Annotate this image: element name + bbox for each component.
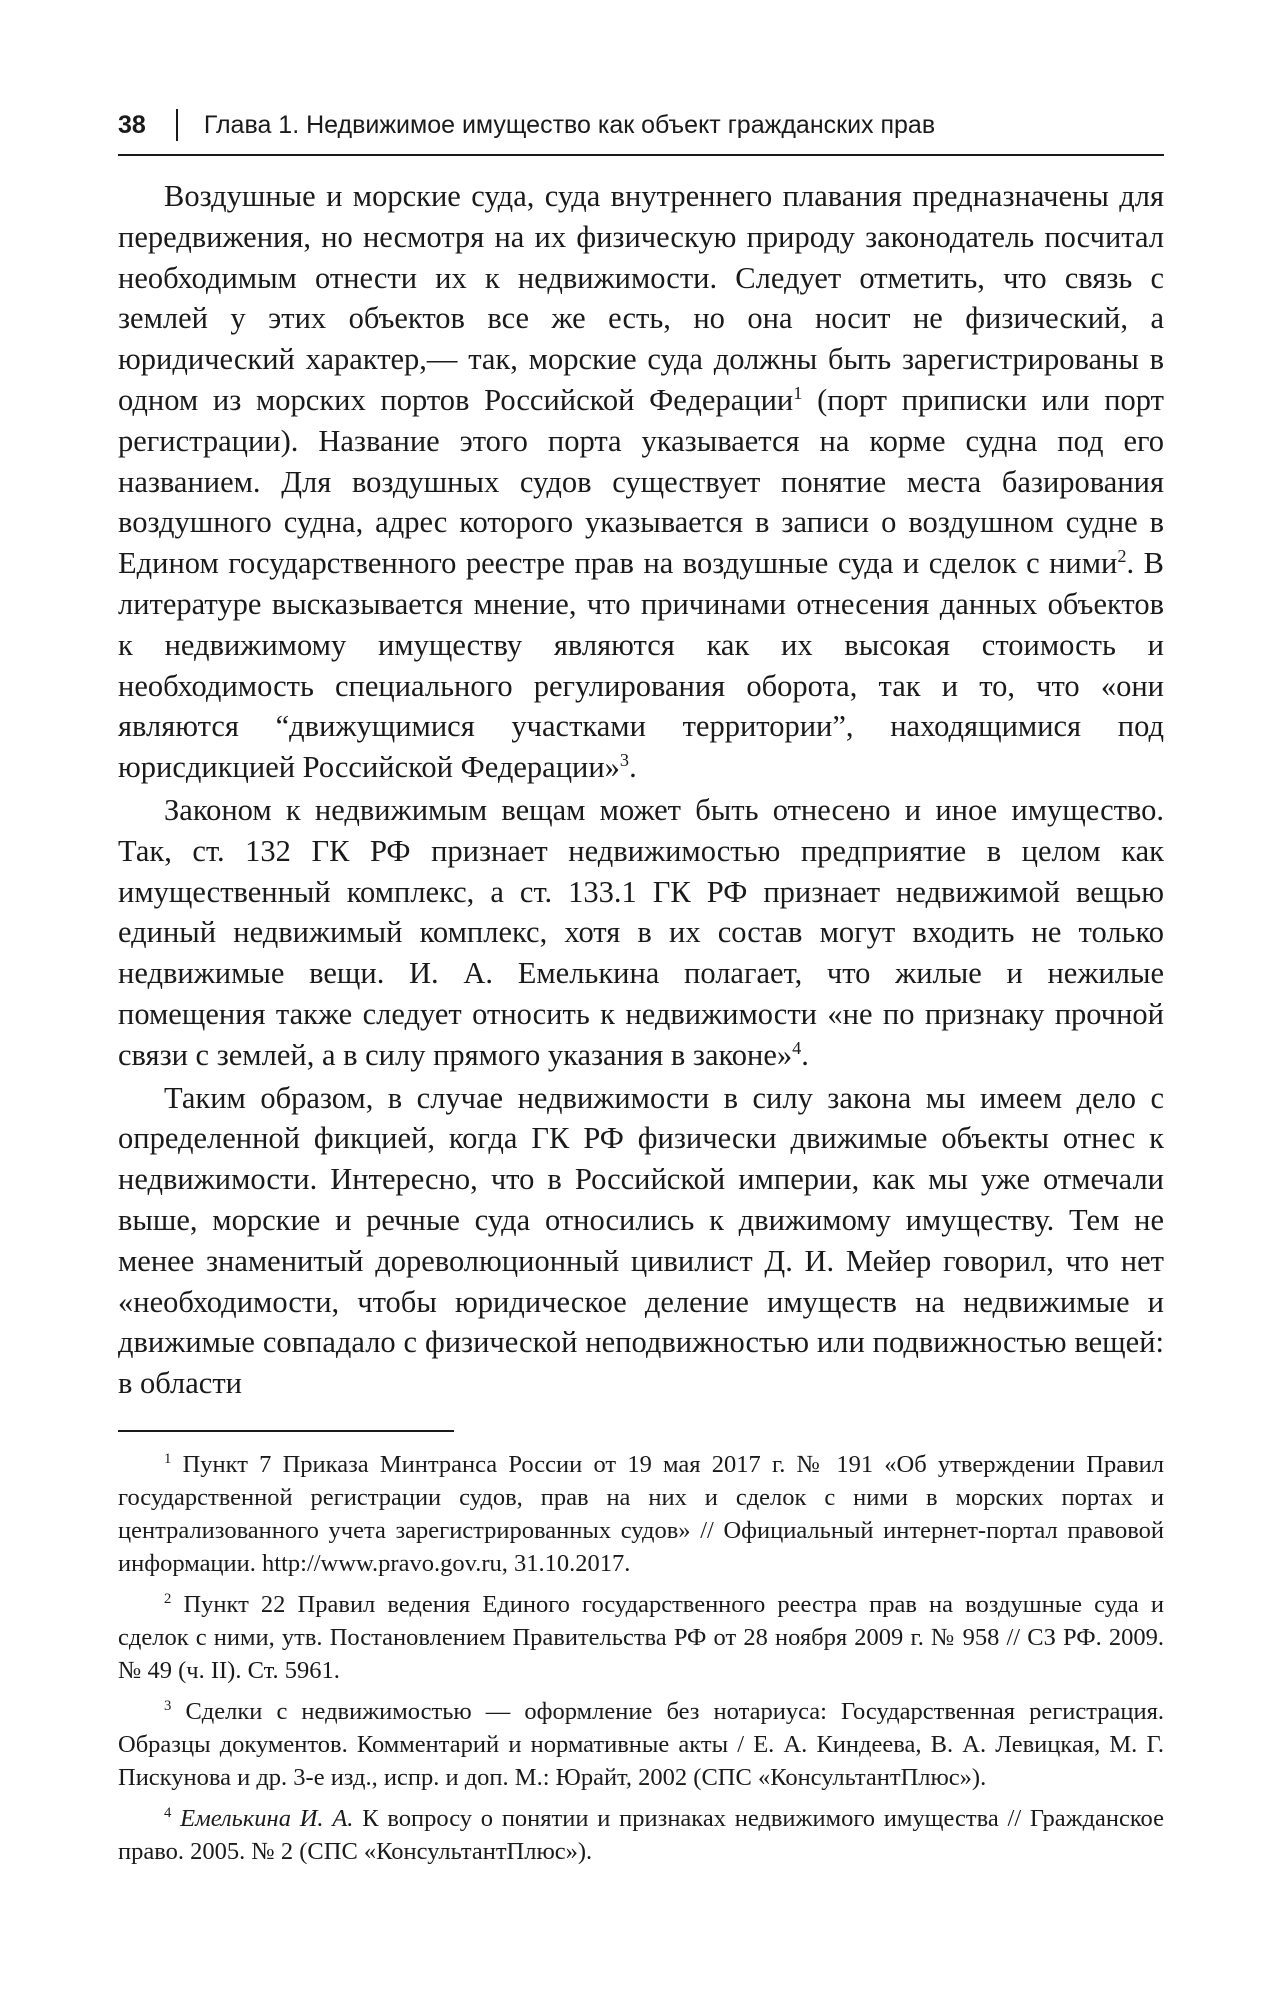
footnote-1-number: 1	[164, 1450, 172, 1467]
footnotes	[118, 1448, 1164, 1868]
footnote-4-text: К вопросу о понятии и признаках недвижимого имущества // Гражданское право. 2005. № 2 (СПС «КонсультантПлюс»).	[118, 1804, 1164, 1865]
footnote-3-text: Сделки с недвижимостью — оформление без нотариуса: Государственная регистрация. Образцы документов. Комментарий и нормативные акты / Е. А. Киндеева, В. А. Левицкая, М. Г. Пискунова и др. 3-е изд., испр. и доп. М.: Юрайт, 2002 (СПС «КонсультантПлюс»).	[118, 1697, 1164, 1791]
main-text	[118, 176, 1164, 1404]
paragraph-1-text-a: Воздушные и морские суда, суда внутреннего плавания предназначены для передвижения, но несмотря на их физическую природу законодатель посчитал необходимым отнести их к недвижимости. Следует отметить, что связь с землей у этих объектов все же есть, но она носит не физический, а юридический характер,— так, морские суда должны быть зарегистрированы в одном из морских портов Российской Федерации	[118, 179, 1164, 417]
paragraph-1-text-b: (порт приписки или порт регистрации). Название этого порта указывается на корме судна под его названием. Для воздушных судов существует понятие места базирования воздушного судна, адрес которого указывается в записи о воздушном судне в Едином государственного реестре прав на воздушные суда и сделок с ними	[118, 382, 1164, 581]
paragraph-2-text-b: .	[801, 1037, 809, 1072]
footnote-2-number: 2	[164, 1590, 172, 1607]
paragraph-3: Таким образом, в случае недвижимости в силу закона мы имеем дело с определенной фикцией, когда ГК РФ физически движимые объекты отнес к недвижимости. Интересно, что в Российской империи, как мы уже отмечали выше, морские и речные суда относились к движимому имуществу. Тем не менее знаменитый дореволюционный цивилист Д. И. Мейер говорил, что нет «необходимости, чтобы юридическое деление имуществ на недвижимые и движимые совпадало с физической неподвижностью или подвижностью вещей: в области	[118, 1080, 1164, 1401]
footnote-ref-2: 2	[1117, 546, 1127, 567]
header-separator	[176, 109, 178, 141]
footnote-ref-4: 4	[792, 1037, 802, 1058]
footnote-4	[118, 1802, 1164, 1868]
paragraph-2	[118, 790, 1164, 1076]
footnote-2	[118, 1588, 1164, 1687]
running-head	[118, 108, 1164, 142]
footnote-2-text: Пункт 22 Правил ведения Единого государственного реестра прав на воздушные суда и сделок с ними, утв. Постановлением Правительства РФ от 28 ноября 2009 г. № 958 // СЗ РФ. 2009. № 49 (ч. II). Ст. 5961.	[118, 1590, 1164, 1684]
paragraph-1	[118, 176, 1164, 788]
footnote-3-number: 3	[164, 1697, 172, 1714]
footnote-ref-1: 1	[793, 382, 803, 403]
header-rule	[118, 154, 1164, 156]
book-page	[118, 108, 1164, 1876]
footnote-3	[118, 1695, 1164, 1794]
footnote-1-text: Пункт 7 Приказа Минтранса России от 19 мая 2017 г. № 191 «Об утверждении Правил государственной регистрации судов, прав на них и сделок с ними в морских портах и централизованного учета зарегистрированных судов» // Официальный интернет-портал правовой информации. http://www.pravo.gov.ru, 31.10.2017.	[118, 1450, 1164, 1577]
footnote-1	[118, 1448, 1164, 1580]
chapter-title: Глава 1. Недвижимое имущество как объект гражданских прав	[203, 111, 936, 139]
page-number: 38	[118, 111, 146, 139]
footnote-rule	[118, 1430, 454, 1432]
paragraph-2-text-a: Законом к недвижимым вещам может быть отнесено и иное имущество. Так, ст. 132 ГК РФ признает недвижимостью предприятие в целом как имущественный комплекс, а ст. 133.1 ГК РФ признает недвижимой вещью единый недвижимый комплекс, хотя в их состав могут входить не только недвижимые вещи. И. А. Емелькина полагает, что жилые и нежилые помещения также следует относить к недвижимости «не по признаку прочной связи с землей, а в силу прямого указания в законе»	[118, 792, 1164, 1072]
paragraph-1-text-c: . В литературе высказывается мнение, что причинами отнесения данных объектов к недвижимому имуществу являются как их высокая стоимость и необходимость специального регулирования оборота, так и то, что «они являются “движущимися участками территории”, находящимися под юрисдикцией Российской Федерации»	[118, 546, 1165, 785]
footnote-ref-3: 3	[619, 750, 630, 770]
footnote-4-number: 4	[164, 1804, 172, 1821]
footnote-4-author: Емелькина И. А.	[171, 1804, 354, 1832]
paragraph-1-text-d: .	[629, 750, 637, 785]
